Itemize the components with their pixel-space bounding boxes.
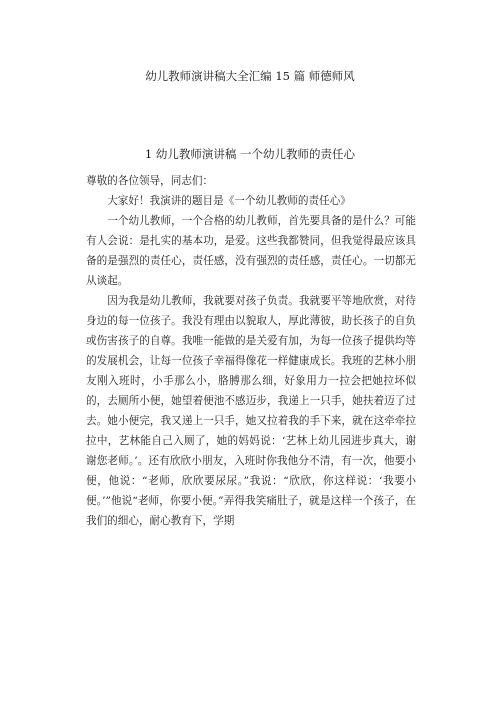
document-title: 幼儿教师演讲稿大全汇编 15 篇 师德师风 <box>145 69 355 83</box>
paragraph-responsibility: 一个幼儿教师，一个合格的幼儿教师，首先要具备的是什么？可能有人会说：是扎实的基本功，是爱。这些我都赞同，但我觉得最应该具备的是强烈的责任心，责任感，没有强烈的责任感，责任心。一切都无从谈起。 <box>86 215 416 287</box>
paragraph-example: 因为我是幼儿教师，我就要对孩子负责。我就要平等地欣赏，对待身边的每一位孩子。我没有理由以貌取人，厚此薄彼，助长孩子的自负或伤害孩子的自尊。我唯一能做的是关爱有加，为每一位孩子提供均等的发展机会，让每一位孩子幸福得像花一样健康成长。我班的艺林小朋友刚入班时，小手那么小，胳膊那么细，好象用力一拉会把她拉坏似的，去厕所小便，她望着便池不感迈步，我递上一只手，她扶着迈了过去。她小便完，我又递上一只手，她又拉着我的手下来，就在这牵牵拉拉中，艺林能自己入厕了，她的妈妈说：‘艺林上幼儿园进步真大，谢谢您老师。’。还有欣欣小朋友，入班时你我他分不清，有一次，他要小便，他说：“老师，欣欣要尿尿。”我说：“欣欣，你这样说：‘我要小便。’”他说“老师，你要小便。”弄得我笑痛肚子，就是这样一个孩子，在我们的细心，耐心教育下，学期 <box>86 295 416 527</box>
salutation: 尊敬的各位领导，同志们： <box>86 175 214 187</box>
paragraph-greeting: 大家好！我演讲的题目是《一个幼儿教师的责任心》 <box>107 195 351 207</box>
document-body <box>86 171 416 531</box>
section-title: 1 幼儿教师演讲稿 一个幼儿教师的责任心 <box>144 147 356 161</box>
